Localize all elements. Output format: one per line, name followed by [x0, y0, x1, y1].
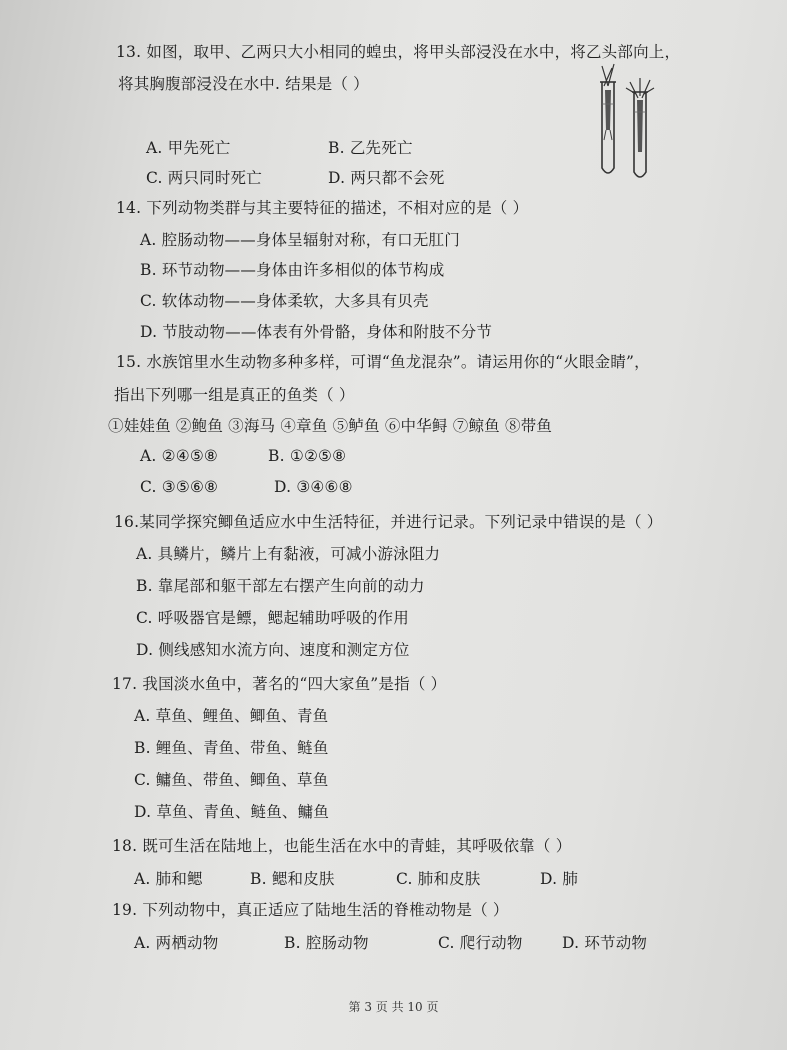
q17-option-c: C. 鳙鱼、带鱼、鲫鱼、草鱼 — [134, 771, 329, 789]
q15-items: ①娃娃鱼 ②鲍鱼 ③海马 ④章鱼 ⑤鲈鱼 ⑥中华鲟 ⑦鲸鱼 ⑧带鱼 — [108, 417, 553, 435]
q18-option-c: C. 肺和皮肤 — [396, 870, 481, 888]
q19-stem: 19. 下列动物中，真正适应了陆地生活的脊椎动物是（ ） — [112, 901, 509, 919]
q15-option-a: A. ②④⑤⑧ — [140, 447, 219, 465]
q18-option-b: B. 鳃和皮肤 — [250, 870, 335, 888]
q15-stem-line2: 指出下列哪一组是真正的鱼类（ ） — [114, 386, 355, 404]
q16-option-d: D. 侧线感知水流方向、速度和测定方位 — [136, 641, 410, 659]
q13-option-b: B. 乙先死亡 — [328, 139, 413, 157]
q19-option-a: A. 两栖动物 — [134, 934, 219, 952]
q17-option-d: D. 草鱼、青鱼、鲢鱼、鳙鱼 — [134, 803, 330, 821]
q16-option-c: C. 呼吸器官是鳔，鳃起辅助呼吸的作用 — [136, 609, 409, 627]
q15-option-d: D. ③④⑥⑧ — [274, 478, 353, 496]
q13-option-c: C. 两只同时死亡 — [146, 169, 262, 187]
q19-option-c: C. 爬行动物 — [438, 934, 523, 952]
q14-option-d: D. 节肢动物——体表有外骨骼，身体和附肢不分节 — [140, 323, 493, 341]
q14-option-c: C. 软体动物——身体柔软，大多具有贝壳 — [140, 292, 429, 310]
q13-stem-line1: 13. 如图，取甲、乙两只大小相同的蝗虫，将甲头部浸没在水中，将乙头部向上， — [116, 43, 681, 61]
q14-stem: 14. 下列动物类群与其主要特征的描述，不相对应的是（ ） — [116, 199, 529, 217]
q16-option-b: B. 靠尾部和躯干部左右摆产生向前的动力 — [136, 577, 425, 595]
q13-option-d: D. 两只都不会死 — [328, 169, 445, 187]
test-tubes-with-grasshoppers-icon — [590, 60, 670, 180]
q15-option-c: C. ③⑤⑥⑧ — [140, 478, 219, 496]
q16-stem: 16.某同学探究鲫鱼适应水中生活特征，并进行记录。下列记录中错误的是（ ） — [114, 513, 663, 531]
q13-option-a: A. 甲先死亡 — [146, 139, 231, 157]
q18-stem: 18. 既可生活在陆地上，也能生活在水中的青蛙，其呼吸依靠（ ） — [112, 837, 572, 855]
page-footer: 第 3 页 共 10 页 — [348, 1000, 439, 1014]
q17-option-b: B. 鲤鱼、青鱼、带鱼、鲢鱼 — [134, 739, 329, 757]
q17-option-a: A. 草鱼、鲤鱼、鲫鱼、青鱼 — [134, 707, 329, 725]
q17-stem: 17. 我国淡水鱼中，著名的“四大家鱼”是指（ ） — [112, 675, 447, 693]
q18-option-a: A. 肺和鳃 — [134, 870, 203, 888]
q15-option-b: B. ①②⑤⑧ — [268, 447, 347, 465]
q18-option-d: D. 肺 — [540, 870, 579, 888]
q16-option-a: A. 具鳞片，鳞片上有黏液，可减小游泳阻力 — [136, 545, 441, 563]
q15-stem-line1: 15. 水族馆里水生动物多种多样，可谓“鱼龙混杂”。请运用你的“火眼金睛”， — [116, 353, 650, 371]
q14-option-b: B. 环节动物——身体由许多相似的体节构成 — [140, 261, 445, 279]
q14-option-a: A. 腔肠动物——身体呈辐射对称，有口无肛门 — [140, 231, 460, 249]
q19-option-b: B. 腔肠动物 — [284, 934, 369, 952]
q13-stem-line2: 将其胸腹部浸没在水中. 结果是（ ） — [118, 75, 369, 93]
q19-option-d: D. 环节动物 — [562, 934, 648, 952]
